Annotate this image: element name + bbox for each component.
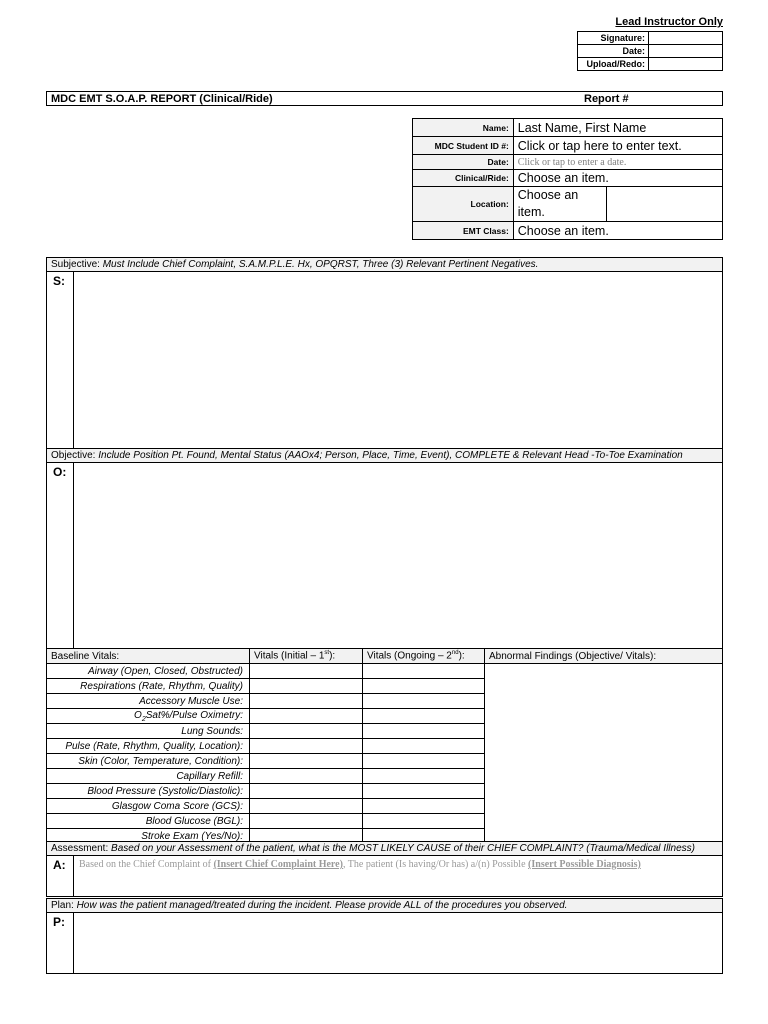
- clinical-ride-dropdown[interactable]: Choose an item.: [513, 170, 722, 187]
- location-extra-cell: [606, 187, 722, 222]
- vital-initial-cell[interactable]: [250, 754, 363, 769]
- instructor-date-field[interactable]: [649, 45, 723, 58]
- baseline-vitals-header: Baseline Vitals:: [47, 649, 250, 664]
- subjective-heading: Subjective: Must Include Chief Complaint, S.A.M.P.L.E. Hx, OPQRST, Three (3) Relevant Pertinent Negatives.: [46, 257, 723, 272]
- emt-class-label: EMT Class:: [413, 222, 514, 240]
- vital-initial-cell[interactable]: [250, 709, 363, 724]
- date-picker[interactable]: Click or tap to enter a date.: [513, 155, 722, 170]
- date-label: Date:: [413, 155, 514, 170]
- assessment-placeholder-text: Based on the Chief Complaint of (Insert Chief Complaint Here), The patient (Is having/Or has) a/(n) Possible (Insert Possible Diagnosis): [79, 859, 641, 870]
- vital-initial-cell[interactable]: [250, 724, 363, 739]
- emt-class-dropdown[interactable]: Choose an item.: [513, 222, 722, 240]
- vital-initial-cell[interactable]: [250, 769, 363, 784]
- vital-row-label: Glasgow Coma Score (GCS):: [47, 799, 250, 814]
- abnormal-findings-header: Abnormal Findings (Objective/ Vitals):: [485, 649, 723, 664]
- vitals-initial-header: Vitals (Initial – 1st):: [250, 649, 363, 664]
- objective-box[interactable]: [46, 463, 723, 649]
- location-dropdown[interactable]: Choose an item.: [513, 187, 606, 222]
- vital-initial-cell[interactable]: [250, 814, 363, 829]
- vital-initial-cell[interactable]: [250, 694, 363, 709]
- upload-redo-field[interactable]: [649, 58, 723, 71]
- plan-letter: P:: [47, 913, 74, 973]
- vital-row-label: Stroke Exam (Yes/No):: [47, 829, 250, 844]
- signature-label: Signature:: [578, 32, 649, 45]
- objective-heading: Objective: Include Position Pt. Found, Mental Status (AAOx4; Person, Place, Time, Event), COMPLETE & Relevant Head -To-Toe Examination: [46, 448, 723, 463]
- objective-letter: O:: [47, 463, 74, 648]
- subjective-box[interactable]: [46, 272, 723, 449]
- assessment-letter: A:: [47, 856, 74, 896]
- vital-ongoing-cell[interactable]: [363, 814, 485, 829]
- vital-row-label: Pulse (Rate, Rhythm, Quality, Location):: [47, 739, 250, 754]
- vital-row-label: Accessory Muscle Use:: [47, 694, 250, 709]
- vital-row-label: $O_2Sat\%$/Pulse Oximetry:: [47, 709, 250, 724]
- subjective-letter: S:: [47, 272, 74, 448]
- signature-field[interactable]: [649, 32, 723, 45]
- student-id-field[interactable]: Click or tap here to enter text.: [513, 137, 722, 155]
- vital-row-label: Capillary Refill:: [47, 769, 250, 784]
- vitals-ongoing-header: Vitals (Ongoing – 2nd):: [363, 649, 485, 664]
- name-field[interactable]: Last Name, First Name: [513, 119, 722, 137]
- student-info-table: [412, 118, 723, 240]
- vital-ongoing-cell[interactable]: [363, 769, 485, 784]
- vital-row-label: Lung Sounds:: [47, 724, 250, 739]
- assessment-box[interactable]: [46, 856, 723, 897]
- lead-instructor-table: [577, 31, 723, 71]
- vitals-table: [46, 648, 723, 844]
- vital-ongoing-cell[interactable]: [363, 664, 485, 679]
- report-header-bar: [46, 91, 723, 106]
- vital-initial-cell[interactable]: [250, 664, 363, 679]
- lead-instructor-title: Lead Instructor Only: [615, 16, 723, 28]
- vital-initial-cell[interactable]: [250, 784, 363, 799]
- vital-row-label: Blood Glucose (BGL):: [47, 814, 250, 829]
- location-label: Location:: [413, 187, 514, 222]
- vital-initial-cell[interactable]: [250, 739, 363, 754]
- vital-ongoing-cell[interactable]: [363, 739, 485, 754]
- vital-ongoing-cell[interactable]: [363, 799, 485, 814]
- vital-row-label: Airway (Open, Closed, Obstructed): [47, 664, 250, 679]
- report-title: MDC EMT S.O.A.P. REPORT (Clinical/Ride): [51, 93, 273, 105]
- vital-initial-cell[interactable]: [250, 799, 363, 814]
- report-number-label: Report #: [584, 93, 629, 105]
- vital-ongoing-cell[interactable]: [363, 679, 485, 694]
- instructor-date-label: Date:: [578, 45, 649, 58]
- clinical-ride-label: Clinical/Ride:: [413, 170, 514, 187]
- vital-ongoing-cell[interactable]: [363, 709, 485, 724]
- vital-ongoing-cell[interactable]: [363, 694, 485, 709]
- assessment-heading: Assessment: Based on your Assessment of the patient, what is the MOST LIKELY CAUSE of their CHIEF COMPLAINT? (Trauma/Medical Illness): [46, 841, 723, 856]
- vital-ongoing-cell[interactable]: [363, 724, 485, 739]
- plan-box[interactable]: [46, 913, 723, 974]
- vital-row-label: Blood Pressure (Systolic/Diastolic):: [47, 784, 250, 799]
- vital-ongoing-cell[interactable]: [363, 784, 485, 799]
- student-id-label: MDC Student ID #:: [413, 137, 514, 155]
- vital-row-label: Respirations (Rate, Rhythm, Quality): [47, 679, 250, 694]
- upload-redo-label: Upload/Redo:: [578, 58, 649, 71]
- vital-initial-cell[interactable]: [250, 679, 363, 694]
- vital-row-label: Skin (Color, Temperature, Condition):: [47, 754, 250, 769]
- name-label: Name:: [413, 119, 514, 137]
- vital-ongoing-cell[interactable]: [363, 754, 485, 769]
- plan-heading: Plan: How was the patient managed/treated during the incident. Please provide ALL of the procedures you observed.: [46, 898, 723, 913]
- abnormal-findings-cell[interactable]: [485, 664, 723, 844]
